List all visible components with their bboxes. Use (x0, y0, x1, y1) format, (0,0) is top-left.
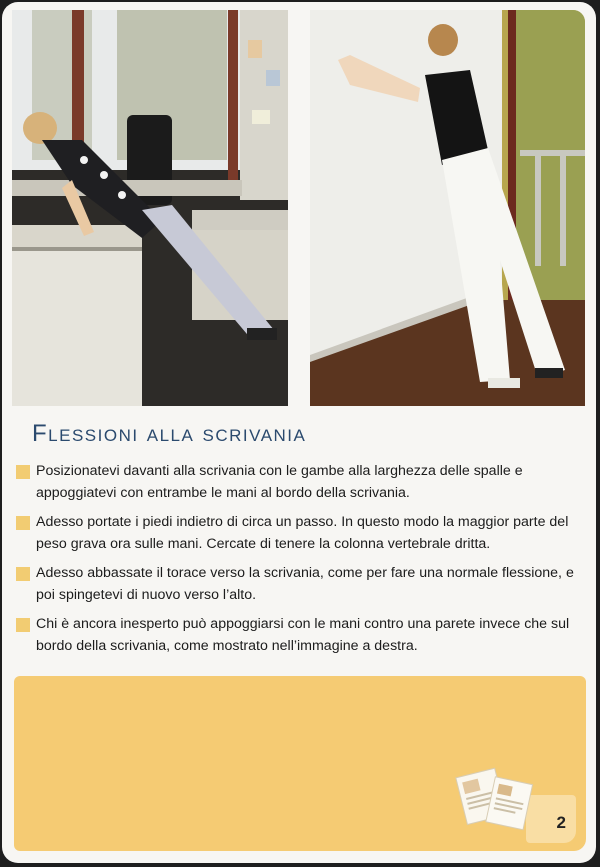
page-card (2, 2, 596, 863)
bullet-square-icon (16, 516, 30, 530)
instruction-list (16, 461, 581, 665)
list-item-text: Chi è ancora inesperto può appoggiarsi con le mani contro una parete invece che sul bordo della scrivania, come mostrato nell’immagine a destra. (36, 616, 570, 654)
list-item (16, 461, 581, 504)
page-number: 2 (556, 813, 566, 832)
list-item (16, 512, 581, 555)
bullet-square-icon (16, 465, 30, 479)
page-title: Flessioni alla scrivania (32, 420, 307, 447)
photo-desk-pushup (12, 10, 288, 406)
documents-icon (448, 764, 540, 836)
list-item (16, 614, 581, 657)
bullet-square-icon (16, 567, 30, 581)
bullet-square-icon (16, 618, 30, 632)
list-item-text: Adesso portate i piedi indietro di circa un passo. In questo modo la maggior parte del peso grava ora sulle mani. Cercate di tenere la colonna vertebrale dritta. (36, 514, 569, 552)
list-item (16, 563, 581, 606)
photo-wall-pushup (310, 10, 585, 406)
list-item-text: Posizionatevi davanti alla scrivania con le gambe alla larghezza delle spalle e appoggiatevi con entrambe le mani al bordo della scrivania. (36, 463, 523, 501)
list-item-text: Adesso abbassate il torace verso la scrivania, come per fare una normale flessione, e poi spingetevi di nuovo verso l’alto. (36, 565, 574, 603)
